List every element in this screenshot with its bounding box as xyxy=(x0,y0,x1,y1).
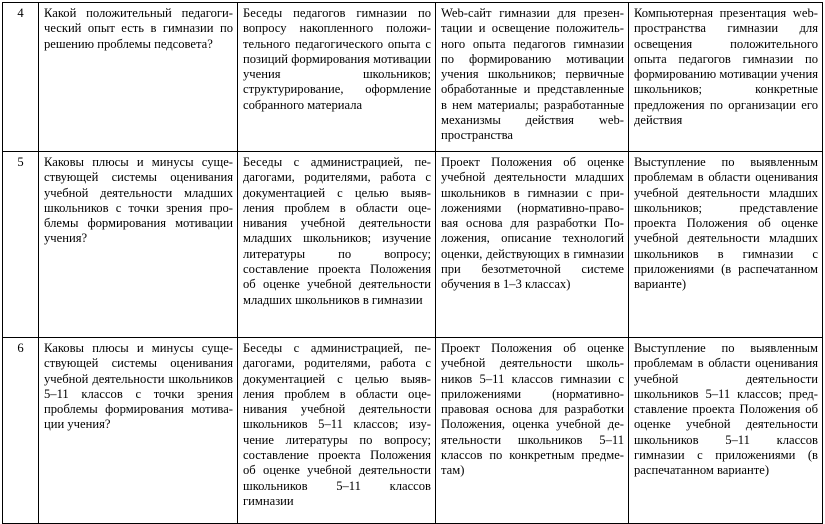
product-cell: Web-сайт гимназии для презентации и освещение положительного опыта педагогов гимназии по формированию мотивации учения школьников; первичные обработанные и представленные в нем материалы; разработанные механизмы действия web-пространства xyxy=(436,3,629,152)
product-cell: Проект Положения об оценке учебной деятельности школьников 5–11 классов гимназии с приложениями (нормативно-правовая основа для разработки Положения, оценка учебной деятельности школьников 5–11 классов по конкретным предметам) xyxy=(436,338,629,524)
table-row xyxy=(3,338,823,524)
table-row xyxy=(3,3,823,152)
question-cell: Каковы плюсы и минусы существующей системы оценивания учебной деятельности школьников 5–11 классов с точки зрения проблемы формирования мотивации учения? xyxy=(39,338,238,524)
row-number: 5 xyxy=(3,152,39,338)
presentation-cell: Выступление по выявленным проблемам в области оценивания учебной деятельности младших школьников; представление проекта Положения об оценке учебной деятельности младших школьников в гимназии с приложениями (в распечатанном варианте) xyxy=(629,152,823,338)
activity-cell: Беседы с администрацией, педагогами, родителями, работа с документацией с целью выявления проблем в области оценивания учебной деятельности школьников 5–11 классов; изучение литературы по вопросу; составление проекта Положения об оценке учебной деятельности школьников 5–11 классов гимназии xyxy=(238,338,436,524)
activity-cell: Беседы педагогов гимназии по вопросу накопленного положительного педагогического опыта с позиций формирования мотивации учения школьников; структурирование, оформление собранного материала xyxy=(238,3,436,152)
row-number: 6 xyxy=(3,338,39,524)
table-row xyxy=(3,152,823,338)
presentation-cell: Выступление по выявленным проблемам в области оценивания учебной деятельности школьников 5–11 классов; представление проекта Положения об оценке учебной деятельности школьников 5–11 классов гимназии с приложениями (в распечатанном варианте) xyxy=(629,338,823,524)
row-number: 4 xyxy=(3,3,39,152)
activity-cell: Беседы с администрацией, педагогами, родителями, работа с документацией с целью выявления проблем в области оценивания учебной деятельности младших школьников; изучение литературы по вопросу; составление проекта Положения об оценке учебной деятельности младших школьников в гимназии xyxy=(238,152,436,338)
presentation-cell: Компьютерная презентация web-пространства гимназии для освещения положительного опыта педагогов гимназии по формированию мотивации учения школьников; конкретные предложения по организации его действия xyxy=(629,3,823,152)
question-cell: Какой положительный педагогический опыт есть в гимназии по решению проблемы педсовета? xyxy=(39,3,238,152)
plan-table xyxy=(2,2,823,524)
question-cell: Каковы плюсы и минусы существующей системы оценивания учебной деятельности младших школьников с точки зрения проблемы формирования мотивации учения? xyxy=(39,152,238,338)
product-cell: Проект Положения об оценке учебной деятельности младших школьников в гимназии с приложениями (нормативно-правовая основа для разработки Положения, описание технологий оценки, действующих в гимназии при безотметочной системе обучения в 1–3 классах) xyxy=(436,152,629,338)
